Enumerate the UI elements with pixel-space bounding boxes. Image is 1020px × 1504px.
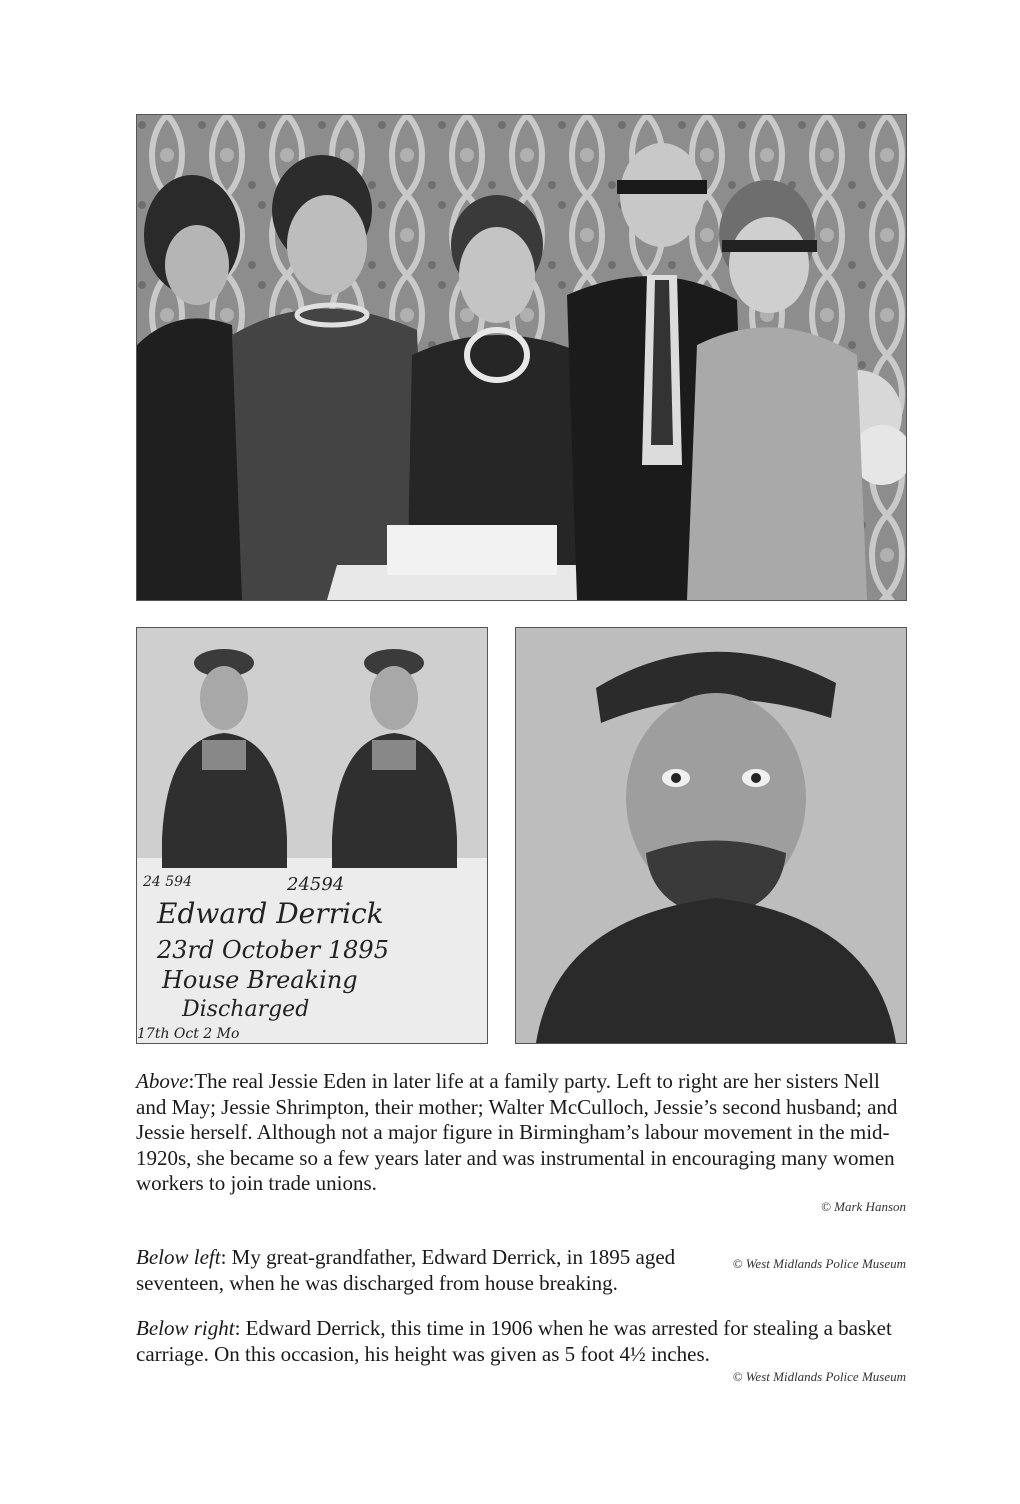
credit-below-left: © West Midlands Police Museum [732,1256,906,1271]
caption-below-left-lead: Below left [136,1245,221,1269]
caption-below-right-lead: Below right [136,1316,235,1340]
svg-text:23rd October 1895: 23rd October 1895 [157,936,389,964]
caption-below-left-text [136,1245,906,1296]
svg-text:17th Oct 2 Mo: 17th Oct 2 Mo [137,1026,240,1042]
caption-above-body: :The real Jessie Eden in later life at a family party. Left to right are her sisters Nell and May; Jessie Shrimpton, their mother; Walter McCulloch, Jessie’s second husband; and Jessie herself. Although not a major figure in Birmingham’s labour movement in the mid-1920s, she became so a few years later and was instrumental in encouraging many women workers to join trade unions. [136,1069,898,1195]
caption-above [136,1069,906,1215]
caption-above-text [136,1069,906,1197]
svg-text:24 594: 24 594 [143,874,192,890]
svg-text:24594: 24594 [287,874,345,895]
svg-text:Edward Derrick: Edward Derrick [157,897,384,930]
family-party-photo [136,114,907,601]
caption-above-lead: Above [136,1069,189,1093]
mugshot-1895-photo [136,627,488,1044]
caption-below-right-body: : Edward Derrick, this time in 1906 when he was arrested for stealing a basket carriage. On this occasion, his height was given as 5 foot 4½ inches. [136,1316,892,1366]
svg-text:Discharged: Discharged [182,997,310,1022]
credit-below-right: © West Midlands Police Museum [732,1369,906,1384]
caption-below-left [136,1245,906,1296]
caption-below-right-text [136,1316,906,1367]
credit-above: © Mark Hanson [821,1198,906,1214]
svg-text:House Breaking: House Breaking [162,966,358,994]
caption-below-left-body: : My great-grandfather, Edward Derrick, in 1895 aged seventeen, when he was discharged from house breaking. [136,1245,676,1295]
caption-below-right [136,1316,906,1385]
mugshot-1906-photo [515,627,907,1044]
